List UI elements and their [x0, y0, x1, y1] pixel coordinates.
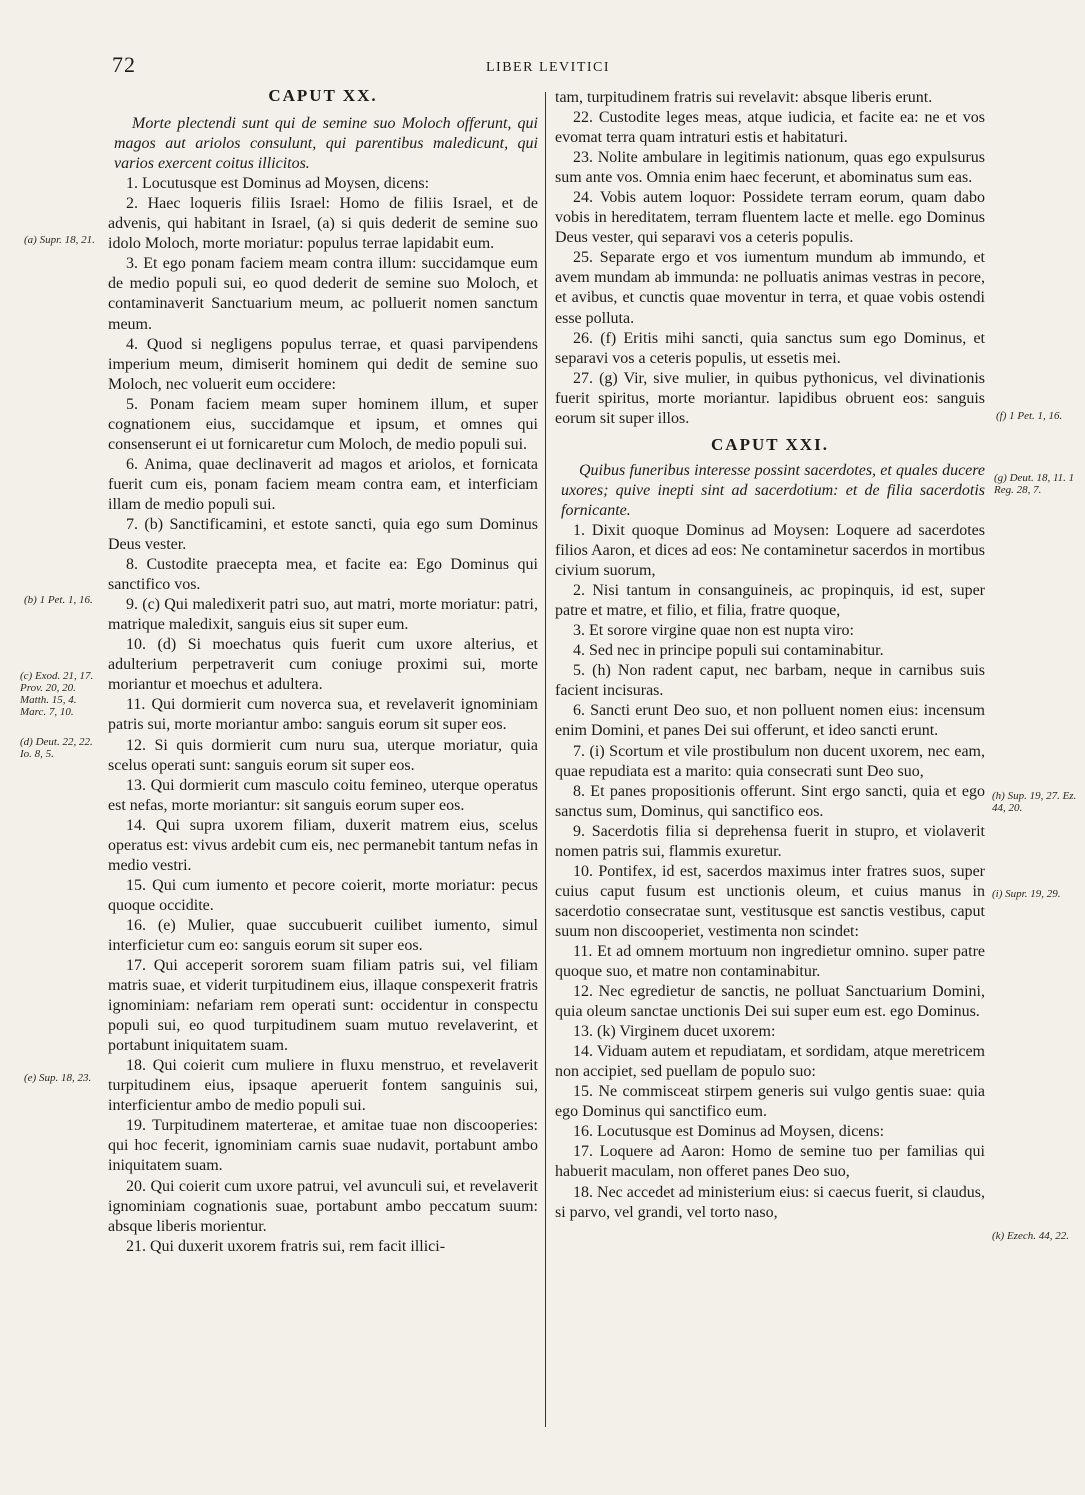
verse: 18. Qui coierit cum muliere in fluxu menstruo, et revelaverit turpitudinem eius, ipsaque aperuerit fontem sanguinis sui, interficientur ambo de medio populi sui. — [108, 1057, 538, 1115]
verse: 20. Qui coierit cum uxore patrui, vel avunculi sui, et revelaverit ignominiam cognationis suae, portabunt ambo peccatum suum: absque liberis morientur. — [108, 1177, 538, 1235]
verse: 5. (h) Non radent caput, nec barbam, neque in carnibus suis facient incisuras. — [555, 662, 985, 700]
verse: 17. Qui acceperit sororem suam filiam patris sui, vel filiam matris suae, et viderit turpitudinem eius, illaque conspexerit fratris ignominiam: nefariam rem operati sunt: occidentur in conspectu populi sui, eo quod turpitudinem suam mutuo revelaverint, et portabunt iniquitatem suam. — [108, 957, 538, 1055]
margin-note-c: (c) Exod. 21, 17. Prov. 20, 20. Matth. 15, 4. Marc. 7, 10. — [20, 670, 94, 718]
verse: 2. Haec loqueris filiis Israel: Homo de filiis Israel, et de advenis, qui habitant in Israel, (a) si quis dederit de semine suo idolo Moloch, morte moriatur: populus terrae lapidabit eum. — [108, 195, 538, 253]
verse: 10. Pontifex, id est, sacerdos maximus inter fratres suos, super cuius caput fusum est unctionis oleum, et cuius manus in sacerdotio consecratae sunt, vestitusque est sanctis vestibus, caput suum non discooperiet, vestimenta non scindet: — [555, 862, 985, 940]
margin-note-d: (d) Deut. 22, 22. Io. 8, 5. — [20, 736, 93, 760]
chapter-heading-21: CAPUT XXI. — [711, 434, 829, 454]
verse: 22. Custodite leges meas, atque iudicia, et facite ea: ne et vos evomat terra quam intraturi estis et habitaturi. — [555, 109, 985, 147]
margin-note-k: (k) Ezech. 44, 22. — [992, 1230, 1069, 1242]
verse: 6. Sancti erunt Deo suo, et non polluent nomen eius: incensum enim Domini, et panes Dei sui offerunt, et ideo sancti erunt. — [555, 702, 985, 740]
verse: 9. Sacerdotis filia si deprehensa fuerit in stupro, et violaverit nomen patris sui, flammis exuretur. — [555, 822, 985, 860]
verse: 7. (i) Scortum et vile prostibulum non ducent uxorem, nec eam, quae repudiata est a marito: quia consecrati sunt Deo suo, — [555, 742, 985, 780]
page-number: 72 — [112, 52, 136, 77]
left-column — [108, 84, 538, 1257]
verse: 9. (c) Qui maledixerit patri suo, aut matri, morte moriatur: patri, matrique maledixit, sanguis eius sit super eum. — [108, 596, 538, 634]
verse: 27. (g) Vir, sive mulier, in quibus pythonicus, vel divinationis fuerit spiritus, morte moriantur. lapidibus obruent eos: sanguis eorum sit super illos. — [555, 369, 985, 427]
verse: 23. Nolite ambulare in legitimis nationum, quas ego expulsurus sum ante vos. Omnia enim haec fecerunt, et abominatus sum eas. — [555, 149, 985, 187]
verse: 4. Sed nec in principe populi sui contaminabitur. — [573, 642, 884, 660]
verse: 13. Qui dormierit cum masculo coitu femineo, uterque operatus est nefas, morte moriantur: sit sanguis eorum super eos. — [108, 776, 538, 814]
margin-note-h: (h) Sup. 19, 27. Ez. 44, 20. — [992, 790, 1077, 814]
chapter-heading-20: CAPUT XX. — [268, 86, 378, 105]
verse: 11. Et ad omnem mortuum non ingredietur omnino. super patre quoque suo, et matre non contaminabitur. — [555, 942, 985, 981]
verse: 17. Loquere ad Aaron: Homo de semine tuo per familias qui habuerit maculam, non offeret panes Deo suo, — [555, 1143, 985, 1181]
verse: 12. Nec egredietur de sanctis, ne polluat Sanctuarium Domini, quia oleum sanctae unctionis Dei sui super eum est. ego Dominus. — [555, 983, 985, 1021]
verse-continuation: tam, turpitudinem fratris sui revelavit: absque liberis erunt. — [555, 89, 933, 106]
right-column — [555, 88, 985, 1223]
verse: 13. (k) Virginem ducet uxorem: — [573, 1023, 776, 1041]
verse: 3. Et sorore virgine quae non est nupta viro: — [573, 622, 854, 640]
chapter-summary-20: Morte plectendi sunt qui de semine suo Moloch offerunt, qui magos aut ariolos consulunt, qui parentibus maledicunt, qui varios exercent coitus illicitos. — [114, 115, 538, 173]
chapter-summary-21: Quibus funeribus interesse possint sacerdotes, et quales ducere uxores; quive inepti sint ad sacerdotium: et de filia sacerdotis fornicante. — [561, 461, 985, 519]
verse: 1. Locutusque est Dominus ad Moysen, dicens: — [126, 175, 430, 193]
verse: 6. Anima, quae declinaverit ad magos et ariolos, et fornicata fuerit cum eis, ponam faciem meam contra eam, et interficiam illam de medio populi sui. — [108, 455, 538, 513]
verse: 25. Separate ergo et vos iumentum mundum ab immundo, et avem mundam ab immunda: ne polluatis animas vestras in pecore, et avibus, et cunctis quae moventur in terra, et quae vobis ostendi esse polluta. — [555, 249, 985, 327]
verse: 7. (b) Sanctificamini, et estote sancti, quia ego sum Dominus Deus vester. — [108, 515, 538, 554]
margin-note-b: (b) 1 Pet. 1, 16. — [24, 594, 93, 606]
verse: 3. Et ego ponam faciem meam contra illum: succidamque eum de medio populi sui, eo quod dederit de semine suo Moloch, et contaminaverit Sanctuarium meum, ac polluerit nomen sanctum meum. — [108, 255, 538, 333]
verse: 18. Nec accedet ad ministerium eius: si caecus fuerit, si claudus, si parvo, vel grandi, vel torto naso, — [555, 1183, 985, 1221]
verse: 8. Custodite praecepta mea, et facite ea: Ego Dominus qui sanctifico vos. — [108, 556, 538, 594]
verse: 8. Et panes propositionis offerunt. Sint ergo sancti, quia et ego sanctus sum, Dominus, qui sanctifico eos. — [555, 782, 985, 820]
verse: 1. Dixit quoque Dominus ad Moysen: Loquere ad sacerdotes filios Aaron, et dices ad eos: Ne contaminetur sacerdos in mortibus civium suorum, — [555, 521, 985, 580]
verse: 4. Quod si negligens populus terrae, et quasi parvipendens imperium meum, dimiserit hominem qui dedit de semine suo Moloch, nec voluerit eum occidere: — [108, 335, 538, 393]
verse: 5. Ponam faciem meam super hominem illum, et super cognationem eius, succidamque et ipsum, et omnes qui consenserunt ei ut fornicaretur cum Moloch, de medio populi sui. — [108, 395, 538, 453]
verse: 19. Turpitudinem materterae, et amitae tuae non discooperies: qui hoc fecerit, ignominiam carnis suae nudavit, portabunt ambo iniquitatem suam. — [108, 1117, 538, 1175]
margin-note-a: (a) Supr. 18, 21. — [24, 234, 95, 246]
verse: 12. Si quis dormierit cum nuru sua, uterque moriatur, quia scelus operati sunt: sanguis eorum sit super eos. — [108, 736, 538, 774]
verse: 15. Ne commisceat stirpem generis sui vulgo gentis suae: quia ego Dominus qui sanctifico eum. — [555, 1083, 985, 1121]
verse: 16. Locutusque est Dominus ad Moysen, dicens: — [573, 1123, 885, 1141]
margin-note-f: (f) 1 Pet. 1, 16. — [996, 410, 1063, 422]
verse: 2. Nisi tantum in consanguineis, ac propinquis, id est, super patre et matre, et filio, et filia, fratre quoque, — [555, 582, 985, 620]
verse: 21. Qui duxerit uxorem fratris sui, rem facit illici- — [126, 1237, 446, 1255]
verse: 14. Qui supra uxorem filiam, duxerit matrem eius, scelus operatus est: vivus ardebit cum eis, nec permanebit tantum nefas in medio vestri. — [108, 816, 538, 874]
verse: 26. (f) Eritis mihi sancti, quia sanctus sum ego Dominus, et separavi vos a ceteris populis, ut essetis mei. — [555, 329, 985, 367]
verse: 15. Qui cum iumento et pecore coierit, morte moriatur: pecus quoque occidite. — [108, 876, 538, 914]
margin-note-i: (i) Supr. 19, 29. — [992, 888, 1061, 900]
margin-note-e: (e) Sup. 18, 23. — [24, 1072, 92, 1084]
margin-note-g: (g) Deut. 18, 11. 1 Reg. 28, 7. — [994, 472, 1075, 496]
verse: 16. (e) Mulier, quae succubuerit cuilibet iumento, simul interficietur cum eo: sanguis eorum sit super eos. — [108, 916, 538, 954]
verse: 10. (d) Si moechatus quis fuerit cum uxore alterius, et adulterium perpetraverit cum coniuge proximi sui, morte moriantur et moechus et adultera. — [108, 636, 538, 694]
verse: 14. Viduam autem et repudiatam, et sordidam, atque meretricem non accipiet, sed puellam de populo suo: — [555, 1043, 985, 1081]
running-title: LIBER LEVITICI — [486, 60, 611, 75]
verse: 11. Qui dormierit cum noverca sua, et revelaverit ignominiam patris sui, morte moriantur ambo: sanguis eorum sit super eos. — [108, 696, 538, 734]
column-divider — [545, 92, 546, 1427]
verse: 24. Vobis autem loquor: Possidete terram eorum, quam dabo vobis in hereditatem, terram fluentem lacte et melle. ego Dominus Deus vester, qui separavi vos a ceteris populis. — [555, 189, 985, 247]
